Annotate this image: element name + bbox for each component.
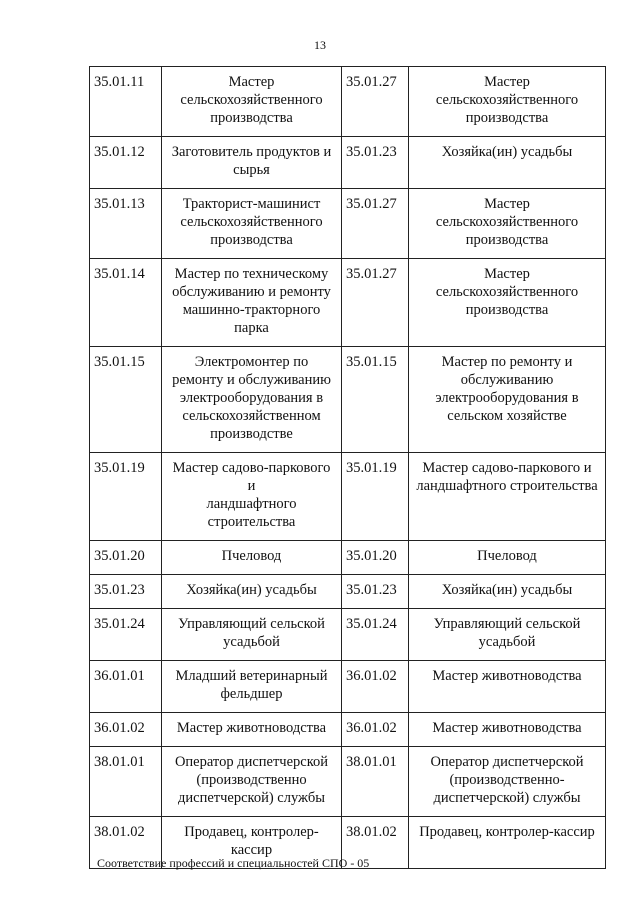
code-cell: 36.01.01: [90, 661, 162, 713]
profession-cell: Хозяйка(ин) усадьбы: [162, 575, 342, 609]
profession-cell: Оператор диспетчерской (производственно- диспетчерской) службы: [409, 747, 606, 817]
code-cell: 38.01.02: [90, 817, 162, 869]
page-number: 13: [314, 38, 326, 52]
code-cell: 36.01.02: [90, 713, 162, 747]
profession-cell: Мастер сельскохозяйственного производства: [409, 259, 606, 347]
table-row: [90, 609, 606, 661]
table-row: [90, 189, 606, 259]
code-cell: 35.01.27: [342, 67, 409, 137]
code-cell: 35.01.23: [342, 137, 409, 189]
code-cell: 35.01.27: [342, 189, 409, 259]
code-cell: 36.01.02: [342, 661, 409, 713]
table-row: [90, 67, 606, 137]
code-cell: 35.01.12: [90, 137, 162, 189]
profession-cell: Хозяйка(ин) усадьбы: [409, 575, 606, 609]
table-row: [90, 347, 606, 453]
code-cell: 35.01.15: [342, 347, 409, 453]
code-cell: 38.01.02: [342, 817, 409, 869]
professions-table: [89, 66, 606, 869]
code-cell: 35.01.20: [342, 541, 409, 575]
profession-cell: Заготовитель продуктов и сырья: [162, 137, 342, 189]
code-cell: 38.01.01: [342, 747, 409, 817]
profession-cell: Мастер сельскохозяйственного производства: [162, 67, 342, 137]
page-footer: Соответствие профессий и специальностей СПО - 05: [97, 856, 370, 870]
profession-cell: Мастер садово-паркового и ландшафтного строительства: [409, 453, 606, 541]
profession-cell: Пчеловод: [409, 541, 606, 575]
profession-cell: Мастер по ремонту и обслуживанию электрооборудования в сельском хозяйстве: [409, 347, 606, 453]
profession-cell: Хозяйка(ин) усадьбы: [409, 137, 606, 189]
table-row: [90, 137, 606, 189]
table-row: [90, 747, 606, 817]
profession-cell: Управляющий сельской усадьбой: [409, 609, 606, 661]
code-cell: 35.01.23: [342, 575, 409, 609]
table-row: [90, 661, 606, 713]
profession-cell: Управляющий сельской усадьбой: [162, 609, 342, 661]
table-row: [90, 713, 606, 747]
code-cell: 35.01.11: [90, 67, 162, 137]
profession-cell: Продавец, контролер- кассир: [162, 817, 342, 869]
profession-cell: Продавец, контролер-кассир: [409, 817, 606, 869]
profession-cell: Мастер животноводства: [162, 713, 342, 747]
profession-cell: Мастер сельскохозяйственного производства: [409, 67, 606, 137]
table-row: [90, 575, 606, 609]
profession-cell: Пчеловод: [162, 541, 342, 575]
table-row: [90, 453, 606, 541]
profession-cell: Мастер сельскохозяйственного производства: [409, 189, 606, 259]
code-cell: 35.01.15: [90, 347, 162, 453]
code-cell: 35.01.24: [342, 609, 409, 661]
code-cell: 35.01.14: [90, 259, 162, 347]
profession-cell: Младший ветеринарный фельдшер: [162, 661, 342, 713]
code-cell: 35.01.13: [90, 189, 162, 259]
code-cell: 35.01.27: [342, 259, 409, 347]
code-cell: 35.01.20: [90, 541, 162, 575]
code-cell: 35.01.24: [90, 609, 162, 661]
profession-cell: Тракторист-машинист сельскохозяйственного производства: [162, 189, 342, 259]
code-cell: 35.01.23: [90, 575, 162, 609]
code-cell: 38.01.01: [90, 747, 162, 817]
table-row: [90, 259, 606, 347]
code-cell: 36.01.02: [342, 713, 409, 747]
profession-cell: Оператор диспетчерской (производственно диспетчерской) службы: [162, 747, 342, 817]
profession-cell: Мастер по техническому обслуживанию и ремонту машинно-тракторного парка: [162, 259, 342, 347]
code-cell: 35.01.19: [342, 453, 409, 541]
profession-cell: Мастер животноводства: [409, 713, 606, 747]
code-cell: 35.01.19: [90, 453, 162, 541]
table-row: [90, 541, 606, 575]
profession-cell: Мастер садово-паркового и ландшафтного строительства: [162, 453, 342, 541]
profession-cell: Электромонтер по ремонту и обслуживанию электрооборудования в сельскохозяйственном производстве: [162, 347, 342, 453]
profession-cell: Мастер животноводства: [409, 661, 606, 713]
